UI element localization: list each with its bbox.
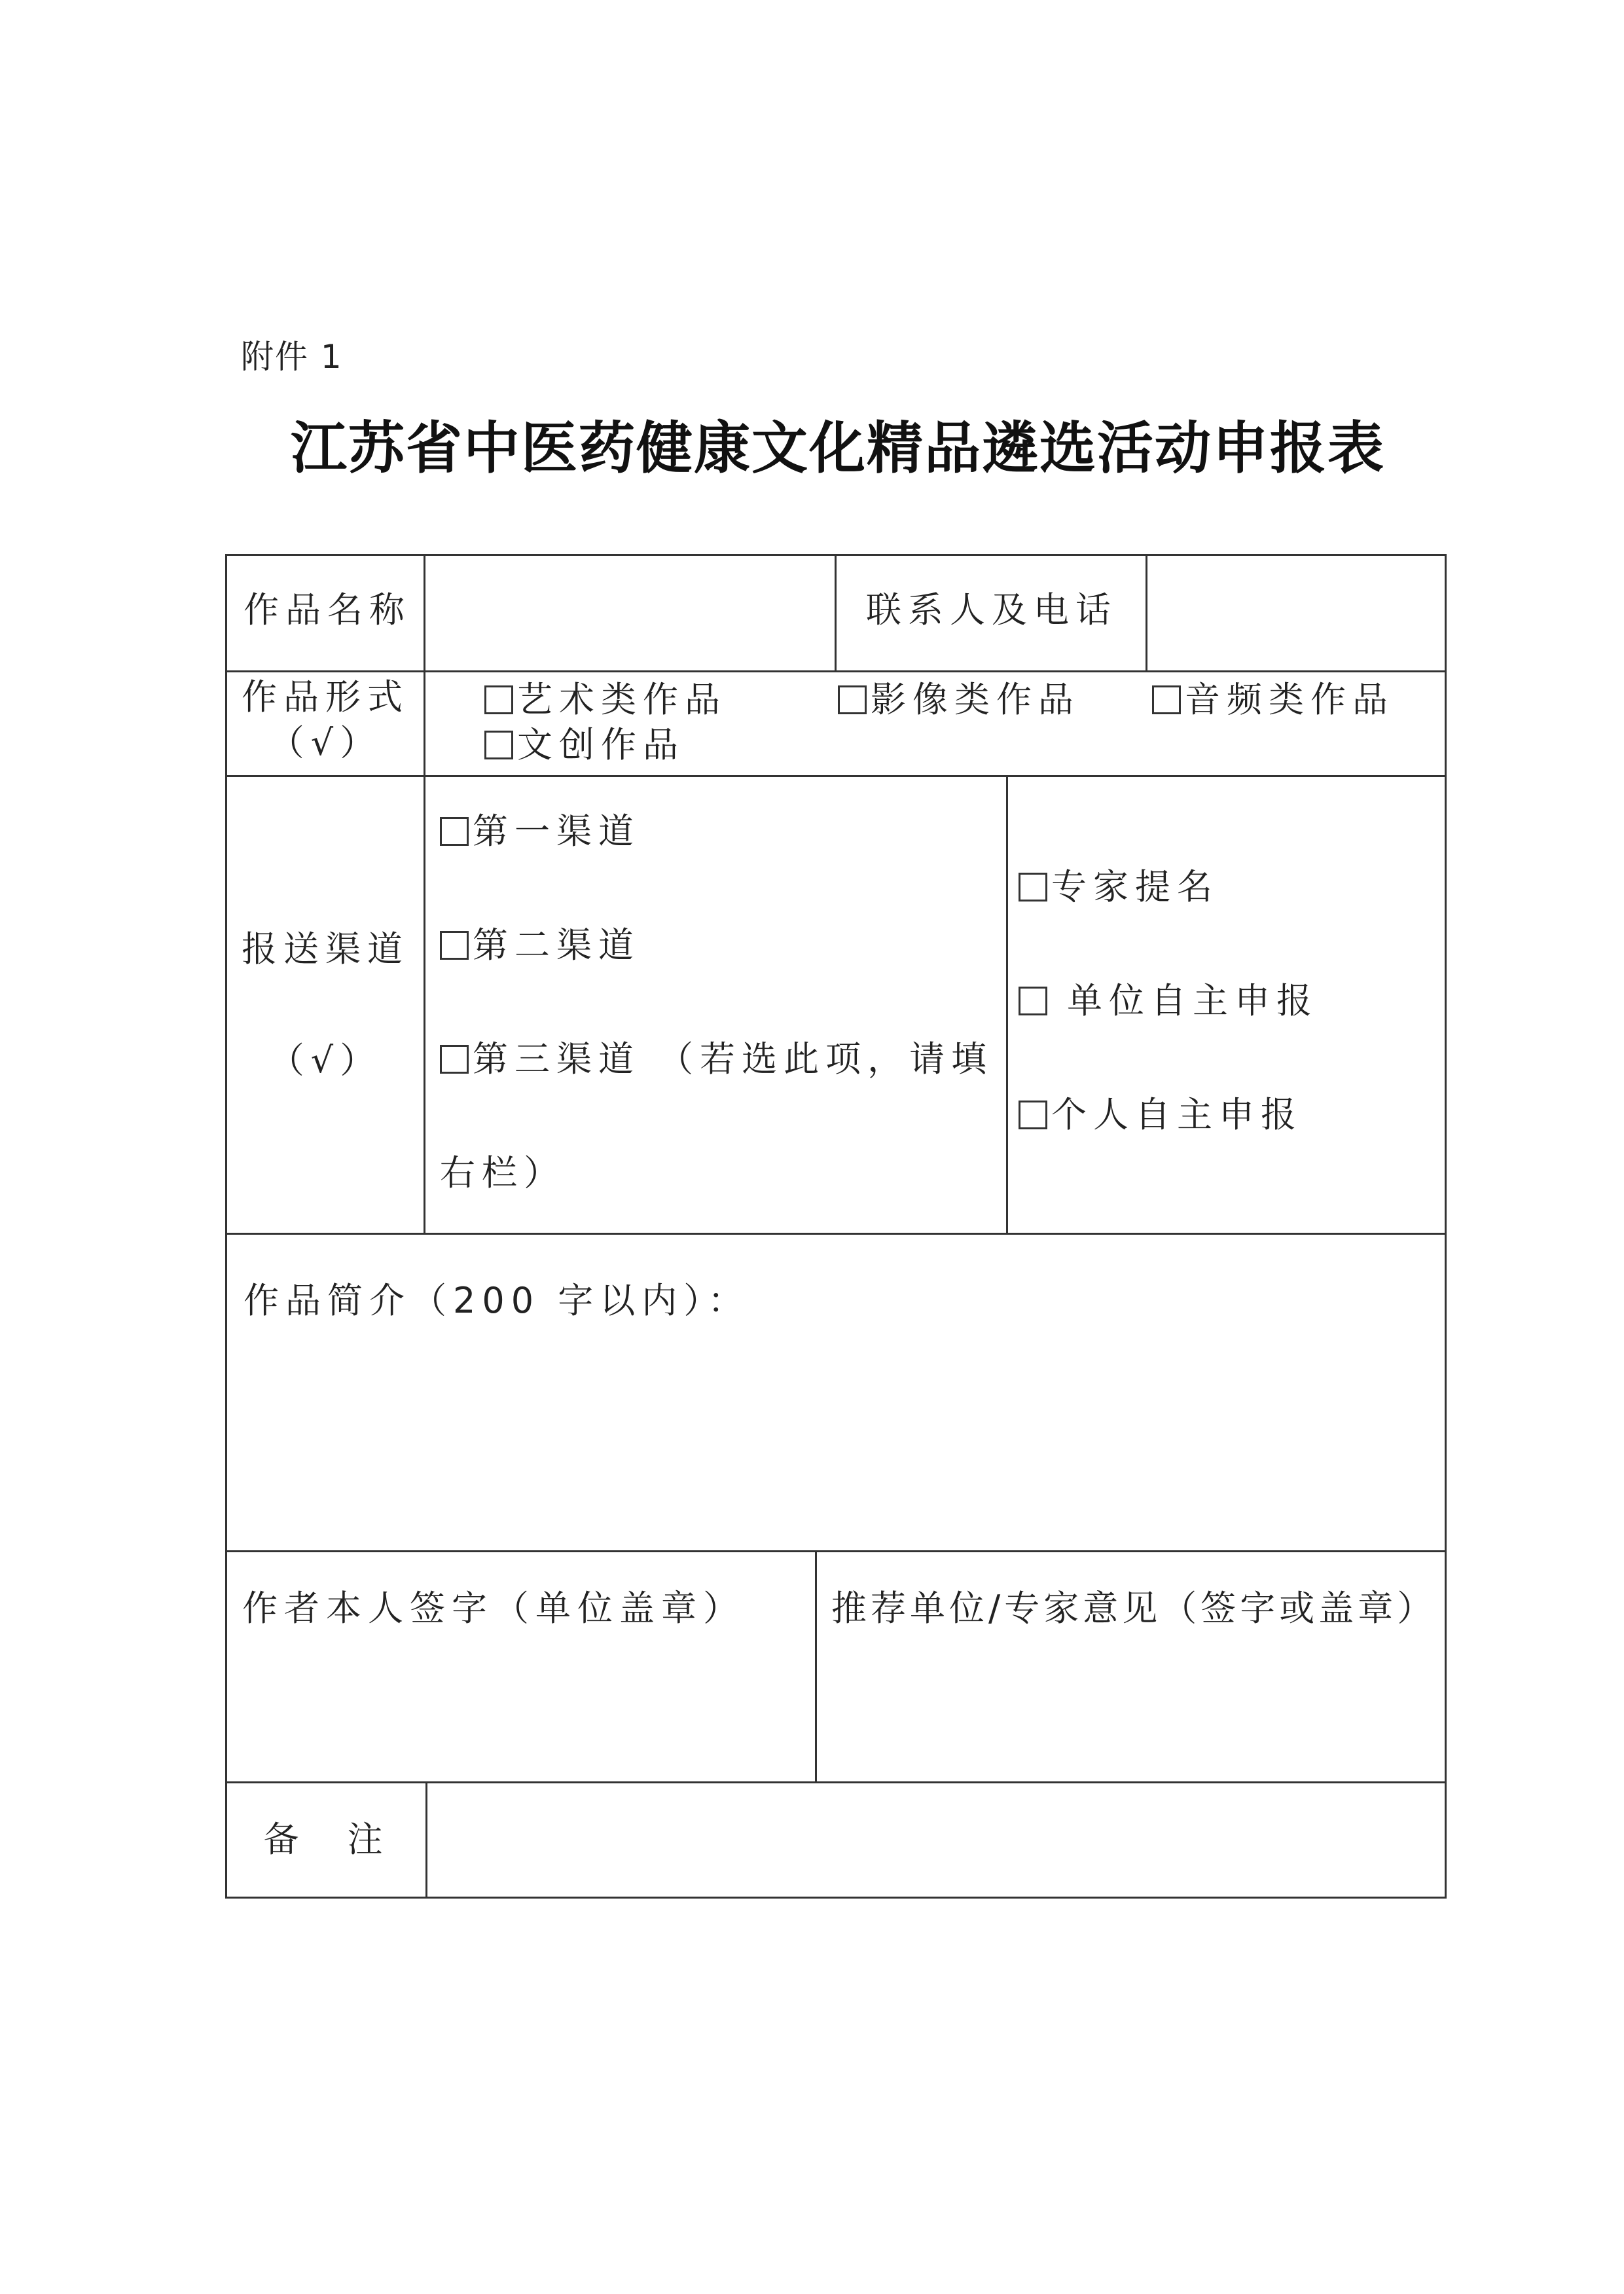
method-option-individual-self-declaration[interactable] xyxy=(1019,1094,1303,1137)
checkbox-icon[interactable] xyxy=(484,731,513,759)
author-signature-label: 作者本人签字（单位盖章） xyxy=(242,1588,745,1629)
channel-option-first[interactable] xyxy=(440,810,640,853)
channel-option-label: 第三渠道 （若选此项，请填 xyxy=(473,1038,994,1080)
remarks-label: 备 注 xyxy=(263,1819,389,1860)
checkbox-icon[interactable] xyxy=(440,1045,469,1074)
method-option-expert-nomination[interactable] xyxy=(1019,866,1219,909)
checkbox-icon[interactable] xyxy=(484,685,513,714)
work-format-check-hint: （√） xyxy=(268,722,382,763)
attachment-label: 附件 1 xyxy=(241,338,343,376)
work-format-label: 作品形式 xyxy=(242,676,409,718)
checkbox-icon[interactable] xyxy=(838,685,867,714)
channel-option-second[interactable] xyxy=(440,924,640,967)
format-option-creative[interactable] xyxy=(484,724,685,767)
checkbox-icon[interactable] xyxy=(1019,1101,1047,1129)
remarks-field[interactable] xyxy=(432,1787,1440,1892)
channel-option-label: 第一渠道 xyxy=(473,810,640,852)
contact-label: 联系人及电话 xyxy=(866,589,1117,630)
format-option-label: 文创作品 xyxy=(517,724,685,765)
submission-channel-check-hint: （√） xyxy=(268,1040,382,1081)
checkbox-icon[interactable] xyxy=(1019,873,1047,901)
checkbox-icon[interactable] xyxy=(440,931,469,960)
submission-channel-label: 报送渠道 xyxy=(242,928,409,970)
method-option-label: 个人自主申报 xyxy=(1051,1094,1303,1135)
form-title: 江苏省中医药健康文化精品遴选活动申报表 xyxy=(291,415,1385,481)
checkbox-icon[interactable] xyxy=(440,817,469,846)
author-signature-field[interactable] xyxy=(229,1650,812,1774)
format-option-audio[interactable] xyxy=(1152,679,1394,721)
checkbox-icon[interactable] xyxy=(1019,987,1047,1015)
format-option-label: 艺术类作品 xyxy=(517,679,727,720)
method-option-label: 专家提名 xyxy=(1051,866,1219,907)
recommendation-opinion-field[interactable] xyxy=(820,1650,1441,1774)
format-option-label: 音频类作品 xyxy=(1185,679,1394,720)
recommendation-opinion-label: 推荐单位/专家意见（签字或盖章） xyxy=(831,1588,1437,1629)
method-option-unit-self-declaration[interactable] xyxy=(1019,980,1318,1023)
channel-third-note: 右栏） xyxy=(440,1152,566,1193)
channel-option-third[interactable] xyxy=(440,1038,993,1081)
format-option-label: 影像类作品 xyxy=(871,679,1080,720)
work-intro-label: 作品简介（200 字以内）： xyxy=(244,1280,750,1321)
checkbox-icon[interactable] xyxy=(1152,685,1181,714)
format-option-video[interactable] xyxy=(838,679,1080,721)
format-option-art[interactable] xyxy=(484,679,727,721)
work-name-label: 作品名称 xyxy=(244,589,411,630)
method-option-label: 单位自主申报 xyxy=(1067,980,1318,1021)
work-intro-field[interactable] xyxy=(244,1336,1422,1532)
channel-option-label: 第二渠道 xyxy=(473,924,640,966)
